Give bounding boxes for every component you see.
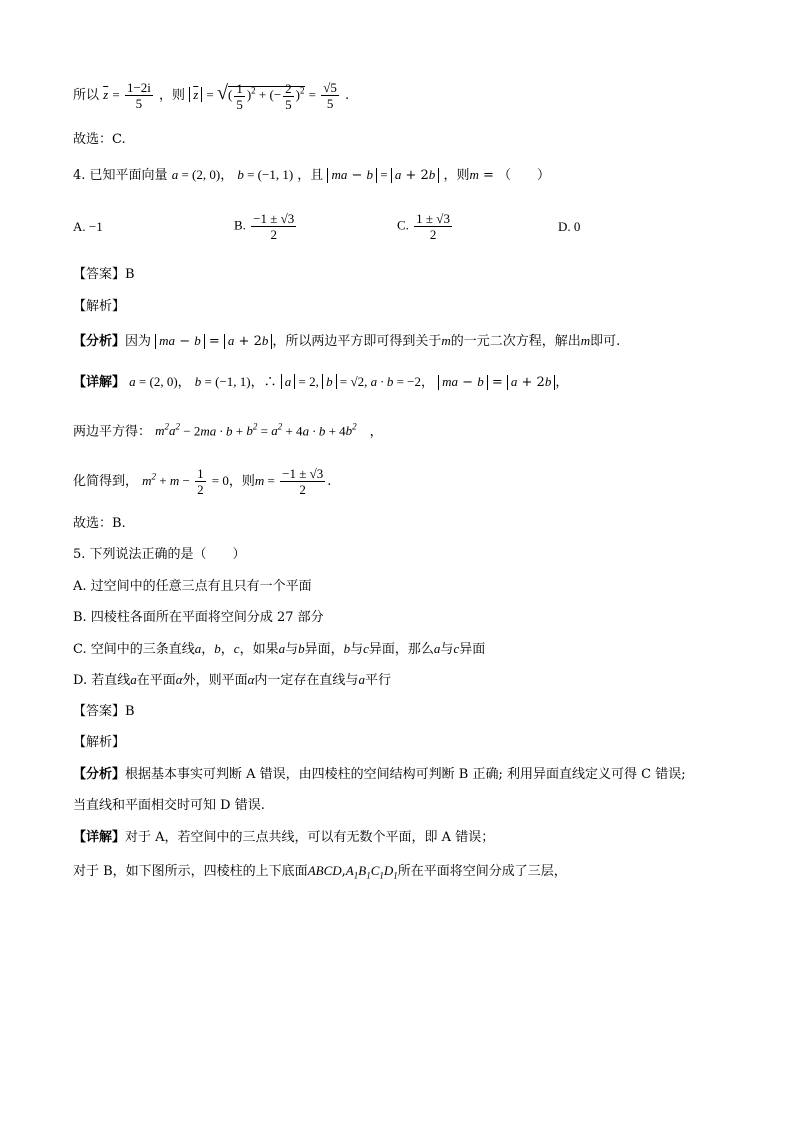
sqrt-expression: √ — [217, 82, 228, 104]
conclusion-line: 所以 $\overline{z}$ = $\frac{1-2i}{5}$ ，则 $\overline{z}$ = √( $\frac{1}{5}$ )$^2$ + (− $\frac{2}{5}$ )$^2$ = $\frac{√5}{5}$ . — [73, 80, 350, 112]
q4-choose: 故选：B. — [73, 516, 126, 531]
q4-option-b: B. $\frac{-1 \pm √3}{2}$ — [234, 211, 295, 242]
q5-analysis-cont: 当直线和平面相交时可知 D 错误. — [73, 798, 265, 813]
q4-square: 两边平方得： $m^2a^2 - 2ma \cdot b + b^2 = a^2 + 4a \cdot b + 4b^2$ ， — [73, 422, 383, 440]
q5-detail-b: 对于 B，如下图所示，四棱柱的上下底面$ABCD,A_1B_1C_1D_1$所在平面将空间分成了三层， — [73, 863, 567, 881]
q5-analysis: 【分析】根据基本事实可判断 A 错误，由四棱柱的空间结构可判断 B 正确; 利用异面直线定义可得 C 错误; — [73, 767, 686, 782]
q4-analysis: 【分析】因为 ma − b = a + 2b ，所以两边平方即可得到关于m的一元二次方程，解出m即可. — [73, 333, 621, 349]
q5-option-d: D. 若直线a在平面α外，则平面α内一定存在直线与a平行 — [73, 672, 391, 688]
q4-answer: 【答案】B — [73, 267, 135, 282]
q5-option-b: B. 四棱柱各面所在平面将空间分成 27 部分 — [73, 610, 324, 625]
q5-jiexi: 【解析】 — [73, 735, 126, 750]
q5-option-c: C. 空间中的三条直线a，b，c，如果a与b异面，b与c异面，那么a与c异面 — [73, 641, 486, 657]
q4-option-a: A. −1 — [73, 219, 103, 234]
q4-option-d: D. 0 — [558, 219, 581, 234]
q4-stem: 4. 已知平面向量 a = (2, 0)， b = (−1, 1) ，且 ma − b = a + 2b ，则m = （ ） — [73, 167, 551, 183]
fraction: $\frac{1-2i}{5}$ — [126, 80, 151, 111]
q4-option-c: C. $\frac{1 \pm √3}{2}$ — [397, 211, 450, 242]
q5-detail: 【详解】对于 A，若空间中的三点共线，可以有无数个平面，即 A 错误； — [73, 830, 495, 845]
q4-detail: 【详解】 a = (2, 0)， b = (−1, 1)，∴ a = 2, b = √2, a · b = −2， ma − b = a + 2b ， — [73, 374, 569, 390]
q5-answer: 【答案】B — [73, 704, 135, 719]
q4-simplify: 化简得到， $m^2 + m$ − $\frac{1}{2}$ = 0，则m = $\frac{-1 \pm √3}{2}$ . — [73, 466, 332, 497]
q4-jiexi: 【解析】 — [73, 299, 126, 314]
choose-c: 故选：C. — [73, 132, 126, 147]
q5-option-a: A. 过空间中的任意三点有且只有一个平面 — [73, 579, 312, 594]
q5-stem: 5. 下列说法正确的是（ ） — [73, 547, 246, 562]
